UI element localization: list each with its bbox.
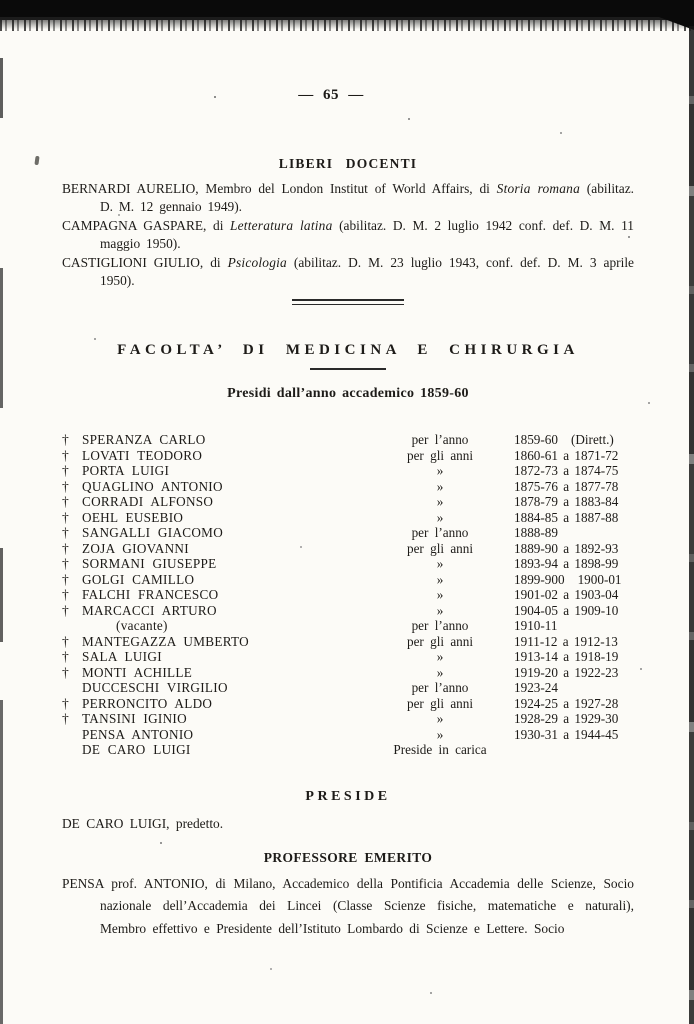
deceased-dagger-mark: † xyxy=(62,587,69,603)
scan-right-edge xyxy=(689,26,694,1024)
preside-years-range: 1901-02 a 1903-04 xyxy=(514,587,619,603)
preside-name: SPERANZA CARLO xyxy=(82,432,206,448)
preside-years xyxy=(500,556,634,572)
preside-years-range: 1924-25 a 1927-28 xyxy=(514,695,619,711)
preside-row xyxy=(62,742,634,758)
scan-left-edge xyxy=(0,0,3,1024)
preside-years-range: 1875-76 a 1877-78 xyxy=(514,478,619,494)
preside-name: PORTA LUIGI xyxy=(82,463,170,479)
preside-row xyxy=(62,572,634,588)
deceased-dagger-mark: † xyxy=(62,649,69,665)
preside-years xyxy=(500,541,634,557)
preside-row xyxy=(62,634,634,650)
preside-row xyxy=(62,448,634,464)
preside-years-extra: (Dirett.) xyxy=(570,432,614,448)
presidi-table xyxy=(62,432,634,758)
preside-tenure-label: » xyxy=(436,602,444,618)
preside-years xyxy=(500,665,634,681)
preside-years xyxy=(500,494,634,510)
preside-name: DE CARO LUIGI xyxy=(82,742,191,758)
preside-years xyxy=(500,727,634,743)
current-preside-text: DE CARO LUIGI, predetto. xyxy=(62,815,224,831)
entry-text: (abilitaz. D. M. 2 luglio 1942 conf. def. D. M. 11 maggio 1950). xyxy=(100,217,634,252)
preside-years xyxy=(500,525,634,541)
preside-name: FALCHI FRANCESCO xyxy=(82,587,219,603)
preside-name: ZOJA GIOVANNI xyxy=(82,540,189,556)
preside-years xyxy=(500,479,634,495)
preside-tenure-label: per l’anno xyxy=(411,680,469,696)
section-heading-preside: PRESIDE xyxy=(305,788,391,804)
deceased-dagger-mark: † xyxy=(62,602,69,618)
preside-years-range: 1923-24 xyxy=(514,680,558,696)
preside-tenure-label: per gli anni xyxy=(406,540,474,556)
deceased-dagger-mark: † xyxy=(62,556,69,572)
scan-speckles xyxy=(0,0,2,2)
preside-tenure-label: » xyxy=(436,649,444,665)
deceased-dagger-mark: † xyxy=(62,463,69,479)
preside-years xyxy=(500,711,634,727)
preside-years xyxy=(500,634,634,650)
preside-years-range: 1899-900 xyxy=(514,571,565,587)
preside-years xyxy=(500,696,634,712)
preside-years-range: 1911-12 a 1912-13 xyxy=(514,633,618,649)
preside-name: OEHL EUSEBIO xyxy=(82,509,184,525)
preside-years xyxy=(500,618,634,634)
deceased-dagger-mark: † xyxy=(62,494,69,510)
preside-years-range: 1893-94 a 1898-99 xyxy=(514,556,619,572)
liberi-docenti-list xyxy=(62,180,634,290)
preside-tenure-label: per gli anni xyxy=(406,695,474,711)
presidi-subtitle: Presidi dall’anno accademico 1859-60 xyxy=(227,386,469,402)
deceased-dagger-mark: † xyxy=(62,633,69,649)
preside-years-range: 1860-61 a 1871-72 xyxy=(514,447,619,463)
preside-tenure-label: » xyxy=(436,494,444,510)
liberi-docenti-entry xyxy=(62,217,634,254)
preside-name: SANGALLI GIACOMO xyxy=(82,525,224,541)
preside-tenure-label: » xyxy=(436,556,444,572)
deceased-dagger-mark: † xyxy=(62,478,69,494)
preside-tenure-label: » xyxy=(436,587,444,603)
preside-years-extra: 1900-01 xyxy=(577,571,622,587)
preside-tenure-label: Preside in carica xyxy=(393,742,487,758)
deceased-dagger-mark: † xyxy=(62,432,69,448)
entry-text: CASTIGLIONI GIULIO, di xyxy=(62,254,228,270)
preside-name: MANTEGAZZA UMBERTO xyxy=(82,633,249,649)
preside-name: TANSINI IGINIO xyxy=(82,711,187,727)
preside-row xyxy=(62,649,634,665)
preside-name: LOVATI TEODORO xyxy=(82,447,203,463)
deceased-dagger-mark: † xyxy=(62,509,69,525)
preside-name: SALA LUIGI xyxy=(82,649,162,665)
preside-years-range: 1910-11 xyxy=(514,618,558,634)
preside-row xyxy=(62,510,634,526)
preside-tenure-label: » xyxy=(436,478,444,494)
preside-row xyxy=(62,463,634,479)
preside-row xyxy=(62,494,634,510)
preside-name: PERRONCITO ALDO xyxy=(82,695,213,711)
preside-years xyxy=(500,510,634,526)
preside-tenure-label: per l’anno xyxy=(411,432,469,448)
preside-years-range: 1904-05 a 1909-10 xyxy=(514,602,619,618)
page-content xyxy=(62,86,634,940)
section-heading-liberi-docenti: LIBERI DOCENTI xyxy=(278,156,418,171)
preside-years-range: 1859-60 xyxy=(514,432,558,448)
preside-row xyxy=(62,680,634,696)
preside-tenure-label: per gli anni xyxy=(406,447,474,463)
entry-discipline: Psicologia xyxy=(227,254,287,270)
scan-top-edge-fringe xyxy=(0,20,694,31)
preside-tenure-label: per l’anno xyxy=(411,525,469,541)
section-heading-professore-emerito: PROFESSORE EMERITO xyxy=(263,849,433,865)
entry-discipline: Letteratura latina xyxy=(230,217,333,233)
entry-text: (abilitaz. D. M. 12 gennaio 1949). xyxy=(100,181,635,215)
preside-row xyxy=(62,541,634,557)
section-divider-double-rule xyxy=(292,299,404,305)
title-divider-rule xyxy=(310,368,386,370)
preside-name: GOLGI CAMILLO xyxy=(82,571,195,587)
preside-years xyxy=(500,432,634,448)
professore-emerito-paragraph: PENSA prof. ANTONIO, di Milano, Accademico della Pontificia Accademia delle Scienze, Socio nazionale dell’Accademia dei Lincei (Classe Scienze fisiche, matematiche e naturali), Membro effettivo e Presidente dell’Istituto Lombardo di Scienze e Lettere. Socio xyxy=(62,875,634,936)
preside-row xyxy=(62,432,634,448)
preside-years xyxy=(500,680,634,696)
page-number: — 65 — xyxy=(298,87,364,103)
deceased-dagger-mark: † xyxy=(62,525,69,541)
preside-row xyxy=(62,587,634,603)
entry-text: BERNARDI AURELIO, Membro del London Institut of World Affairs, di xyxy=(62,181,497,196)
preside-years xyxy=(500,572,634,588)
preside-tenure-label: per gli anni xyxy=(406,633,474,649)
deceased-dagger-mark: † xyxy=(62,711,69,727)
preside-name: (vacante) xyxy=(116,618,168,634)
preside-name: MONTI ACHILLE xyxy=(82,664,193,680)
preside-row xyxy=(62,711,634,727)
preside-name: SORMANI GIUSEPPE xyxy=(82,556,217,572)
preside-name: QUAGLINO ANTONIO xyxy=(82,478,223,494)
deceased-dagger-mark: † xyxy=(62,540,69,556)
liberi-docenti-entry xyxy=(62,180,634,217)
preside-years xyxy=(500,448,634,464)
preside-tenure-label: » xyxy=(436,711,444,727)
preside-years-range: 1930-31 a 1944-45 xyxy=(514,726,619,742)
preside-years xyxy=(500,649,634,665)
preside-years-range: 1919-20 a 1922-23 xyxy=(514,664,619,680)
preside-years-range: 1884-85 a 1887-88 xyxy=(514,509,619,525)
entry-discipline: Storia romana xyxy=(496,181,580,196)
preside-tenure-label: » xyxy=(436,463,444,479)
preside-tenure-label: » xyxy=(436,664,444,680)
preside-years xyxy=(500,587,634,603)
preside-years xyxy=(500,463,634,479)
preside-tenure-label: » xyxy=(436,726,444,742)
deceased-dagger-mark: † xyxy=(62,664,69,680)
preside-name: MARCACCI ARTURO xyxy=(82,602,217,618)
entry-text: CAMPAGNA GASPARE, di xyxy=(62,217,231,233)
preside-row xyxy=(62,618,634,634)
preside-row xyxy=(62,696,634,712)
preside-row xyxy=(62,727,634,743)
preside-name: CORRADI ALFONSO xyxy=(82,494,214,510)
deceased-dagger-mark: † xyxy=(62,571,69,587)
entry-text: (abilitaz. D. M. 23 luglio 1943, conf. def. D. M. 3 aprile 1950). xyxy=(100,254,634,289)
preside-years-range: 1928-29 a 1929-30 xyxy=(514,711,619,727)
preside-row xyxy=(62,603,634,619)
scan-top-edge xyxy=(0,0,694,17)
preside-tenure-label: » xyxy=(436,571,444,587)
faculty-title: FACOLTA’ DI MEDICINA E CHIRURGIA xyxy=(117,342,579,359)
preside-name: DUCCESCHI VIRGILIO xyxy=(82,680,228,696)
preside-years xyxy=(500,603,634,619)
preside-row xyxy=(62,479,634,495)
preside-row xyxy=(62,665,634,681)
preside-name: PENSA ANTONIO xyxy=(82,726,194,742)
preside-row xyxy=(62,556,634,572)
preside-years-range: 1888-89 xyxy=(514,525,558,541)
liberi-docenti-entry xyxy=(62,254,634,291)
preside-tenure-label: » xyxy=(436,509,444,525)
deceased-dagger-mark: † xyxy=(62,695,69,711)
preside-years-range: 1878-79 a 1883-84 xyxy=(514,494,619,510)
preside-row xyxy=(62,525,634,541)
deceased-dagger-mark: † xyxy=(62,447,69,463)
preside-years-range: 1889-90 a 1892-93 xyxy=(514,540,619,556)
preside-years-range: 1872-73 a 1874-75 xyxy=(514,463,619,479)
preside-years-range: 1913-14 a 1918-19 xyxy=(514,649,619,665)
preside-tenure-label: per l’anno xyxy=(411,618,469,634)
